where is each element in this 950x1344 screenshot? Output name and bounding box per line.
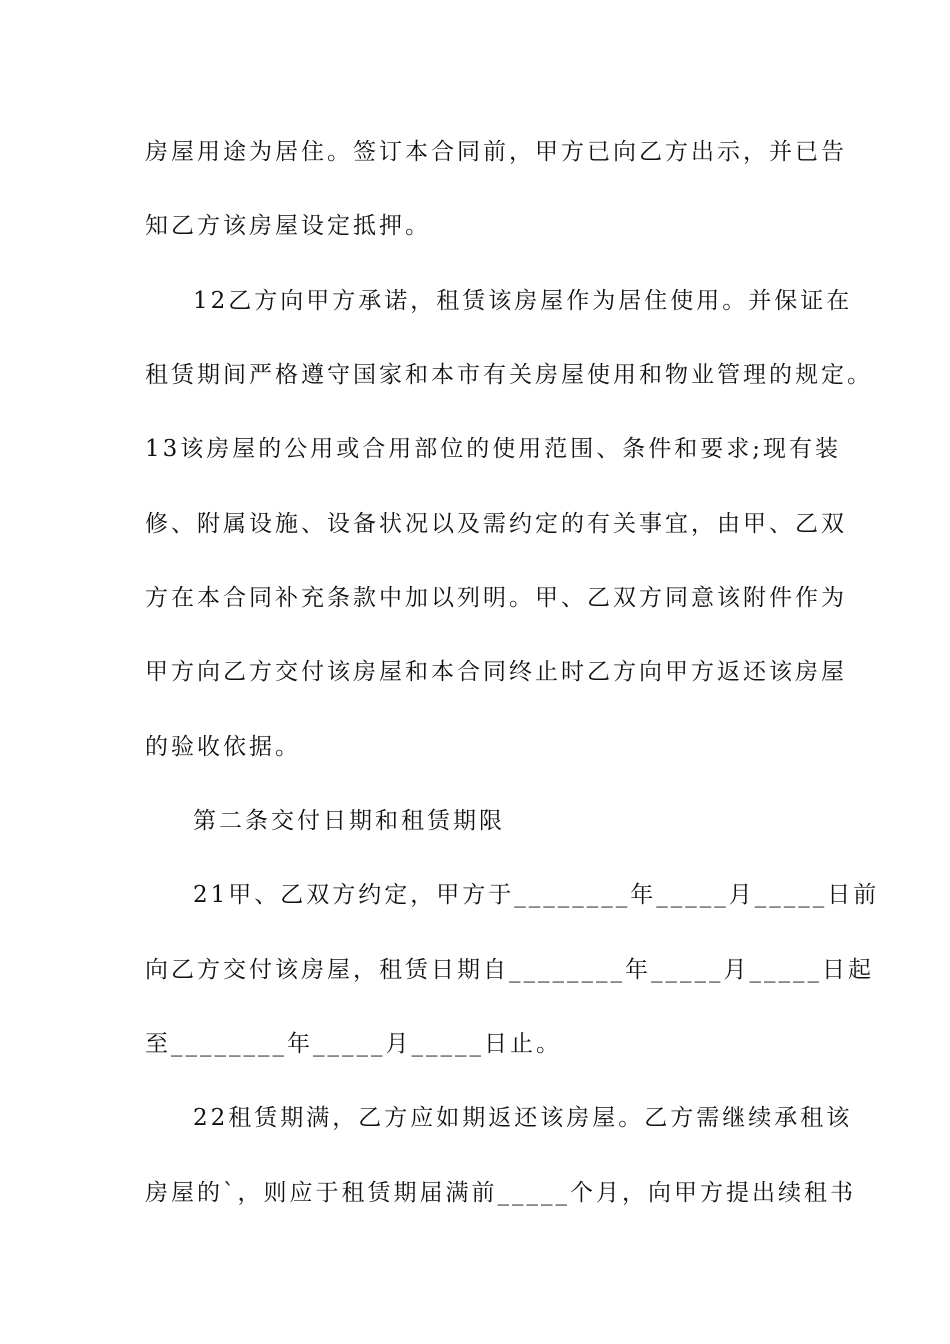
text-line: 13该房屋的公用或合用部位的使用范围、条件和要求;现有装 bbox=[145, 436, 842, 462]
section-heading: 第二条交付日期和租赁期限 bbox=[193, 808, 505, 834]
text-line: 向乙方交付该房屋，租赁日期自________年_____月_____日起 bbox=[145, 957, 874, 983]
text-line: 12乙方向甲方承诺，租赁该房屋作为居住使用。并保证在 bbox=[193, 288, 853, 314]
text-line: 房屋用途为居住。签订本合同前，甲方已向乙方出示，并已告 bbox=[145, 139, 847, 165]
text-line: 知乙方该房屋设定抵押。 bbox=[145, 213, 431, 239]
text-line: 的验收依据。 bbox=[145, 734, 301, 760]
text-line: 方在本合同补充条款中加以列明。甲、乙双方同意该附件作为 bbox=[145, 585, 847, 611]
text-line: 租赁期间严格遵守国家和本市有关房屋使用和物业管理的规定。 bbox=[145, 362, 873, 388]
text-line: 修、附属设施、设备状况以及需约定的有关事宜，由甲、乙双 bbox=[145, 511, 847, 537]
text-line: 甲方向乙方交付该房屋和本合同终止时乙方向甲方返还该房屋 bbox=[145, 659, 847, 685]
text-line: 房屋的`，则应于租赁期届满前_____个月，向甲方提出续租书 bbox=[145, 1180, 856, 1206]
text-line: 21甲、乙双方约定，甲方于________年_____月_____日前 bbox=[193, 882, 880, 908]
text-line: 22租赁期满，乙方应如期返还该房屋。乙方需继续承租该 bbox=[193, 1105, 853, 1131]
text-line: 至________年_____月_____日止。 bbox=[145, 1031, 562, 1057]
